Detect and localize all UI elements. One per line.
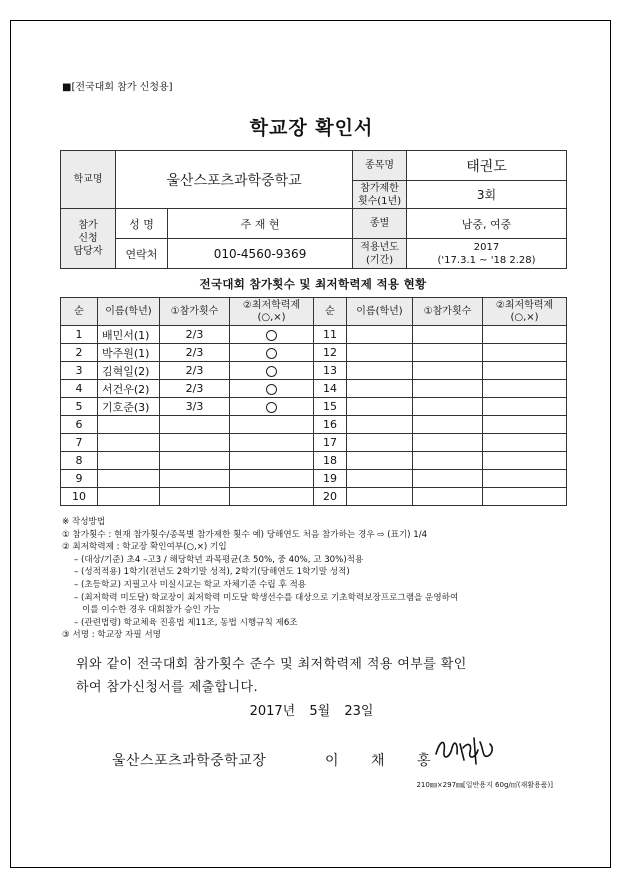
min-academic-check <box>230 362 314 380</box>
row-number: 8 <box>61 452 98 470</box>
student-name <box>347 398 413 416</box>
participation-count <box>160 416 230 434</box>
min-academic-check <box>483 398 567 416</box>
note-line: – (관련법령) 학교체육 진흥법 제11조, 동법 시행규칙 제6조 <box>74 617 298 628</box>
min-academic-check <box>230 344 314 362</box>
min-academic-check <box>230 488 314 506</box>
status-header-cell: ②최저학력제 (○,×) <box>483 298 567 326</box>
participation-count: 2/3 <box>160 344 230 362</box>
circle-mark-icon <box>266 348 277 359</box>
student-name <box>347 362 413 380</box>
participation-count <box>413 398 483 416</box>
student-name: 서건우(2) <box>98 380 160 398</box>
student-name <box>98 434 160 452</box>
limit-value: 3회 <box>407 181 567 209</box>
participation-count: 2/3 <box>160 362 230 380</box>
name-value: 주 재 현 <box>168 209 353 239</box>
gender-value: 남중, 여중 <box>407 209 567 239</box>
student-name <box>347 326 413 344</box>
student-name <box>347 488 413 506</box>
status-table <box>60 297 567 506</box>
row-number: 17 <box>314 434 347 452</box>
document-title: 학교장 확인서 <box>249 117 374 139</box>
note-line: – (대상/기준) 초4 –고3 / 해당학년 과목평균(초 50%, 중 40%, 고 30%)적용 <box>74 554 364 565</box>
row-number: 3 <box>61 362 98 380</box>
student-name <box>347 380 413 398</box>
confirmation-statement <box>76 653 576 699</box>
participation-count <box>413 470 483 488</box>
participation-count <box>413 326 483 344</box>
circle-mark-icon <box>266 330 277 341</box>
row-number: 4 <box>61 380 98 398</box>
student-name <box>347 434 413 452</box>
note-line: ※ 작성방법 <box>62 517 106 527</box>
min-academic-check <box>230 416 314 434</box>
gender-label: 종별 <box>353 209 407 239</box>
participation-count <box>413 362 483 380</box>
student-name <box>98 452 160 470</box>
status-header-cell: ①참가횟수 <box>413 298 483 326</box>
school-label: 학교명 <box>61 151 116 209</box>
row-number: 16 <box>314 416 347 434</box>
min-academic-check <box>230 470 314 488</box>
participation-count: 3/3 <box>160 398 230 416</box>
student-name <box>347 470 413 488</box>
table-row <box>61 344 567 362</box>
applicant-label: 참가 신청 담당자 <box>61 209 116 269</box>
statement-line-1: 위와 같이 전국대회 참가횟수 준수 및 최저학력제 적용 여부를 확인 <box>76 657 467 672</box>
participation-count <box>160 488 230 506</box>
row-number: 11 <box>314 326 347 344</box>
row-number: 15 <box>314 398 347 416</box>
min-academic-check <box>483 416 567 434</box>
row-number: 12 <box>314 344 347 362</box>
student-name <box>347 452 413 470</box>
note-line: – (최저학력 미도달) 학교장이 최저학력 미도달 학생선수를 대상으로 기초학력보장프로그램을 운영하여 <box>74 592 459 603</box>
note-line: – (초등학교) 지필고사 미실시교는 학교 자체기준 수립 후 적용 <box>74 579 307 590</box>
table-row <box>61 452 567 470</box>
min-academic-check <box>230 452 314 470</box>
table-row <box>61 416 567 434</box>
note-line: – (성적적용) 1학기(전년도 2학기말 성적), 2학기(당해연도 1학기말 성적) <box>74 567 350 578</box>
section-title: 전국대회 참가횟수 및 최저학력제 적용 현황 <box>199 277 427 291</box>
statement-line-2: 하여 참가신청서를 제출합니다. <box>76 680 259 695</box>
student-name: 배민서(1) <box>98 326 160 344</box>
participation-count <box>160 434 230 452</box>
student-name <box>98 416 160 434</box>
participation-count <box>413 452 483 470</box>
min-academic-check <box>230 380 314 398</box>
table-row <box>61 470 567 488</box>
min-academic-check <box>483 452 567 470</box>
status-header-cell: ②최저학력제 (○,×) <box>230 298 314 326</box>
submission-date: 2017년 5월 23일 <box>249 704 374 719</box>
row-number: 14 <box>314 380 347 398</box>
table-row <box>61 380 567 398</box>
min-academic-check <box>230 326 314 344</box>
min-academic-check <box>230 434 314 452</box>
row-number: 9 <box>61 470 98 488</box>
circle-mark-icon <box>266 384 277 395</box>
table-row <box>61 362 567 380</box>
student-name <box>98 470 160 488</box>
row-number: 2 <box>61 344 98 362</box>
handwritten-signature <box>430 730 500 770</box>
student-name: 김혁일(2) <box>98 362 160 380</box>
min-academic-check <box>483 434 567 452</box>
table-row <box>61 434 567 452</box>
participation-count <box>413 416 483 434</box>
participation-count: 2/3 <box>160 380 230 398</box>
school-name: 울산스포츠과학중학교 <box>116 151 353 209</box>
row-number: 5 <box>61 398 98 416</box>
event-label: 종목명 <box>353 151 407 181</box>
participation-count <box>413 488 483 506</box>
participation-count <box>413 380 483 398</box>
row-number: 1 <box>61 326 98 344</box>
status-header-cell: 이름(학년) <box>98 298 160 326</box>
participation-count: 2/3 <box>160 326 230 344</box>
note-line: ① 참가횟수 : 현재 참가횟수/종목별 참가제한 횟수 예) 당해연도 처음 참가하는 경우 ⇨ (표기) 1/4 <box>62 529 428 540</box>
participation-count <box>413 344 483 362</box>
row-number: 13 <box>314 362 347 380</box>
row-number: 7 <box>61 434 98 452</box>
min-academic-check <box>230 398 314 416</box>
signer-title: 울산스포츠과학중학교장 <box>112 753 267 769</box>
participation-count <box>160 470 230 488</box>
event-value: 태권도 <box>407 151 567 181</box>
min-academic-check <box>483 380 567 398</box>
status-header-cell: 순 <box>314 298 347 326</box>
participation-count <box>413 434 483 452</box>
student-name: 기호준(3) <box>98 398 160 416</box>
status-table-header <box>61 298 567 326</box>
table-row <box>61 488 567 506</box>
participation-count <box>160 452 230 470</box>
circle-mark-icon <box>266 366 277 377</box>
name-label: 성 명 <box>116 209 168 239</box>
min-academic-check <box>483 488 567 506</box>
status-header-cell: 순 <box>61 298 98 326</box>
student-name <box>347 416 413 434</box>
row-number: 20 <box>314 488 347 506</box>
row-number: 19 <box>314 470 347 488</box>
status-header-cell: ①참가횟수 <box>160 298 230 326</box>
form-tag: ■[전국대회 참가 신청용] <box>62 82 173 93</box>
contact-value: 010-4560-9369 <box>168 239 353 269</box>
writing-notes <box>62 516 572 642</box>
year-label: 적용년도 (기간) <box>353 239 407 269</box>
note-line: 이를 이수한 경우 대회참가 승인 가능 <box>82 605 221 616</box>
student-name <box>347 344 413 362</box>
contact-label: 연락처 <box>116 239 168 269</box>
limit-label: 참가제한 횟수(1년) <box>353 181 407 209</box>
student-name: 박주원(1) <box>98 344 160 362</box>
min-academic-check <box>483 344 567 362</box>
note-line: ② 최저학력제 : 학교장 확인여부(○,×) 기입 <box>62 542 227 553</box>
table-row <box>61 326 567 344</box>
student-name <box>98 488 160 506</box>
row-number: 18 <box>314 452 347 470</box>
row-number: 6 <box>61 416 98 434</box>
signer-name: 이 채 홍 <box>325 753 445 769</box>
min-academic-check <box>483 326 567 344</box>
info-table <box>60 150 567 269</box>
note-line: ③ 서명 : 학교장 자필 서명 <box>62 630 161 641</box>
min-academic-check <box>483 470 567 488</box>
row-number: 10 <box>61 488 98 506</box>
circle-mark-icon <box>266 402 277 413</box>
year-value: 2017 ('17.3.1 ~ '18 2.28) <box>407 239 567 269</box>
min-academic-check <box>483 362 567 380</box>
table-row <box>61 398 567 416</box>
status-header-cell: 이름(학년) <box>347 298 413 326</box>
paper-spec: 210㎜×297㎜[일반용지 60g/㎡(재활용품)] <box>416 781 553 789</box>
